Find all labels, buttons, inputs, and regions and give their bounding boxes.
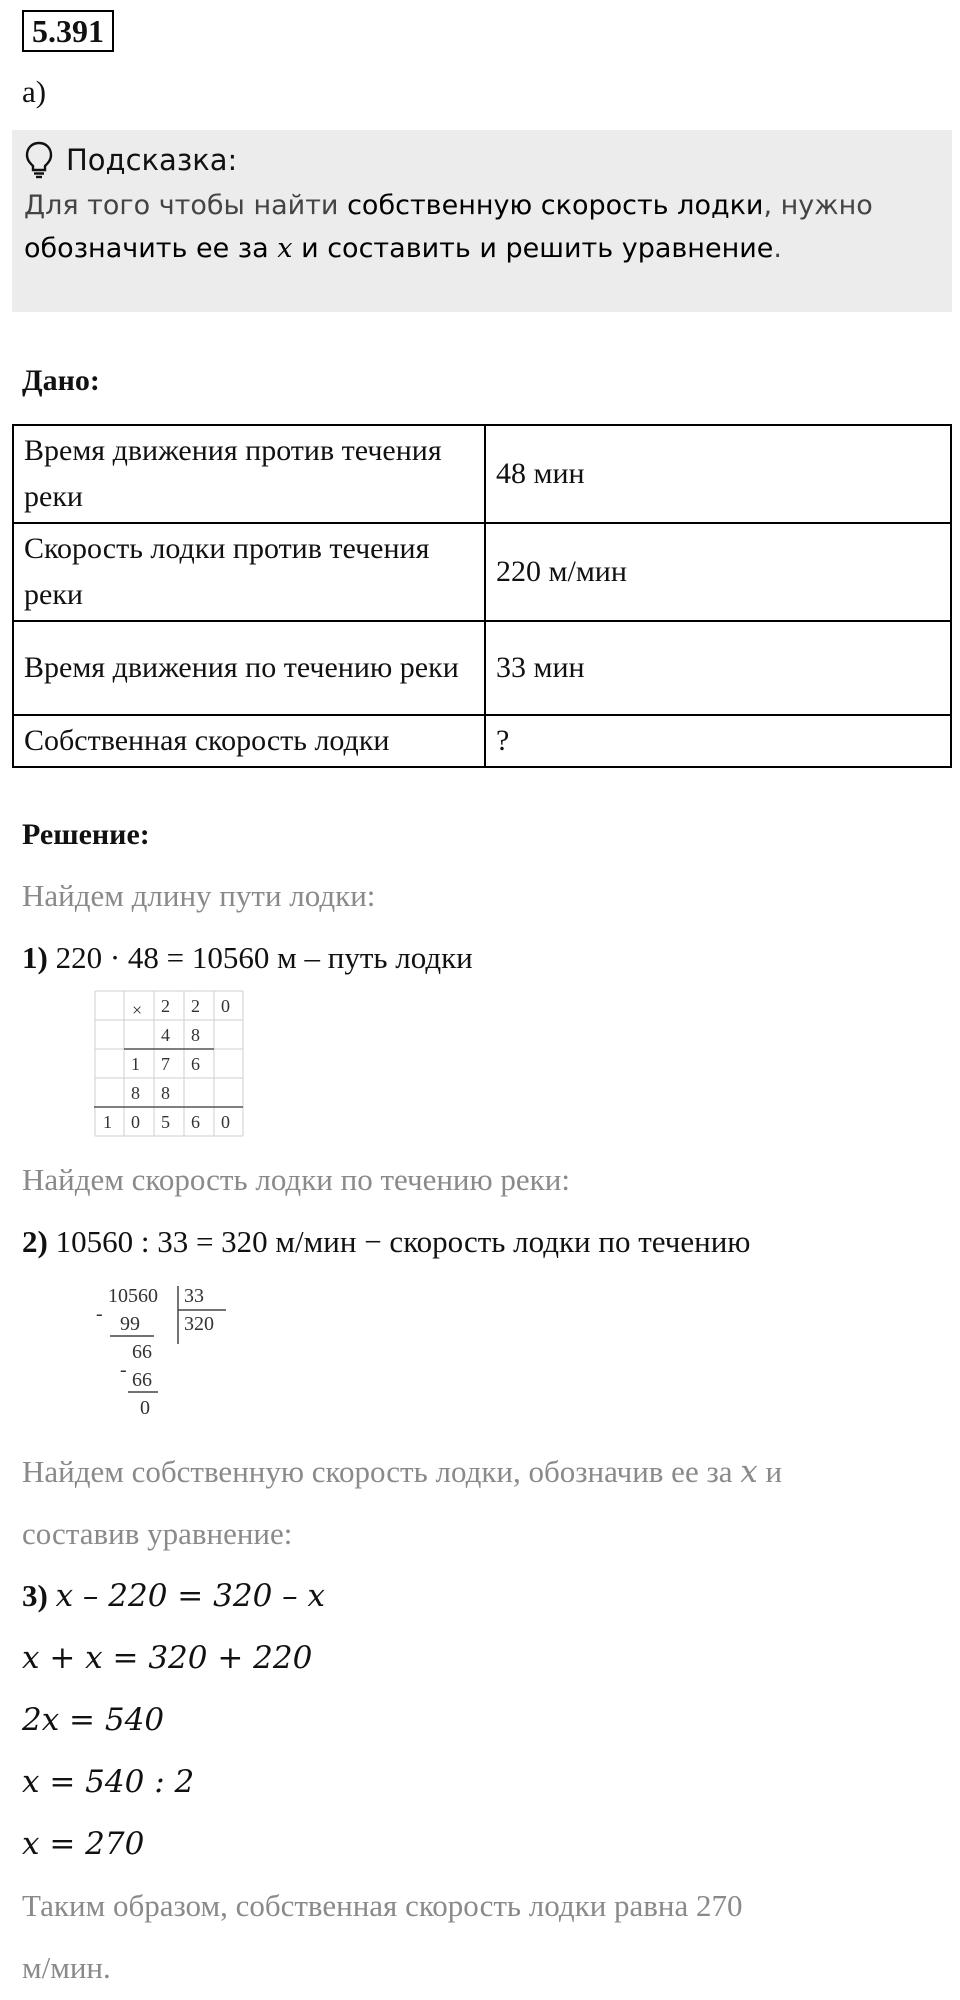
hint-text-2: , нужно <box>763 190 873 221</box>
step1-intro: Найдем длину пути лодки: <box>22 878 376 913</box>
mult-digit: 7 <box>161 1054 170 1074</box>
mult-digit: 0 <box>131 1112 140 1132</box>
division-minus: - <box>96 1303 103 1325</box>
given-title: Дано: <box>22 364 100 397</box>
step2-intro: Найдем скорость лодки по течению реки: <box>22 1162 570 1197</box>
conclusion-line-2: м/мин. <box>22 1950 111 1985</box>
step3-intro-tail: и <box>757 1454 783 1489</box>
problem-number: 5.391 <box>22 10 114 52</box>
equation-5 <box>22 1826 144 1862</box>
mult-digit: 0 <box>221 996 230 1016</box>
step3-variable: x <box>740 1454 758 1490</box>
equation-text: 2x = 540 <box>22 1702 165 1738</box>
mult-digit: 8 <box>161 1083 170 1103</box>
multiplication-grid <box>94 990 244 1143</box>
table-row <box>13 621 951 715</box>
table-row <box>13 523 951 621</box>
solution-title: Решение: <box>22 818 150 851</box>
division-subtrahend-1: 99 <box>120 1313 140 1335</box>
given-table <box>12 424 952 768</box>
division-dividend: 10560 <box>108 1285 158 1307</box>
hint-highlight-2b: и составить и решить уравнение <box>292 233 774 264</box>
table-cell-label: Собственная скорость лодки <box>13 715 485 767</box>
division-remainder-1: 66 <box>132 1341 152 1363</box>
hint-text-1: Для того чтобы найти <box>24 190 348 221</box>
part-label: а) <box>22 74 47 109</box>
step1-expression: 220 · 48 = 10560 м – путь лодки <box>47 940 473 975</box>
hint-box <box>12 130 952 312</box>
hint-variable: x <box>277 233 293 264</box>
division-layout <box>96 1282 236 1437</box>
mult-digit: 1 <box>103 1112 112 1132</box>
step2-expression: 10560 : 33 = 320 м/мин − скорость лодки по течению <box>47 1224 751 1259</box>
table-cell-value: 33 мин <box>485 621 951 715</box>
step1-number: 1) <box>22 940 48 975</box>
hint-highlight-1: собственную скорость лодки <box>347 190 764 221</box>
mult-digit: 8 <box>191 1025 200 1045</box>
table-cell-value: 220 м/мин <box>485 523 951 621</box>
table-row <box>13 425 951 523</box>
mult-digit: 0 <box>221 1112 230 1132</box>
mult-digit: 2 <box>161 996 170 1016</box>
hint-highlight-2a: обозначить ее за <box>24 233 278 264</box>
mult-digit: 8 <box>131 1083 140 1103</box>
equation-text: x – 220 = 320 – x <box>55 1578 325 1614</box>
mult-digit: 5 <box>161 1112 170 1132</box>
lightbulb-icon <box>24 141 54 179</box>
step3-number: 3) <box>22 1578 48 1613</box>
step3-intro-text: Найдем собственную скорость лодки, обозначив ее за <box>22 1454 741 1489</box>
hint-title <box>24 140 237 180</box>
equation-3 <box>22 1702 164 1738</box>
equation-1 <box>22 1578 325 1614</box>
mult-digit: 2 <box>191 996 200 1016</box>
step2-number: 2) <box>22 1224 48 1259</box>
equation-2 <box>22 1640 312 1676</box>
step3-intro-continued: составив уравнение: <box>22 1516 293 1551</box>
mult-digit: 6 <box>191 1112 200 1132</box>
table-cell-label: Время движения против течения реки <box>13 425 485 523</box>
table-cell-value: ? <box>485 715 951 767</box>
conclusion-line-1: Таким образом, собственная скорость лодки равна 270 <box>22 1888 743 1923</box>
equation-4 <box>22 1764 194 1800</box>
step3-intro <box>22 1454 782 1490</box>
table-cell-value: 48 мин <box>485 425 951 523</box>
hint-text <box>24 184 934 270</box>
equation-text: x + x = 320 + 220 <box>22 1640 313 1676</box>
hint-title-text: Подсказка: <box>66 143 238 177</box>
division-quotient: 320 <box>184 1313 214 1335</box>
division-subtrahend-2: 66 <box>132 1369 152 1391</box>
mult-digit: 4 <box>161 1025 170 1045</box>
division-divisor: 33 <box>184 1285 204 1307</box>
division-minus-2: - <box>120 1359 127 1381</box>
mult-digit: 6 <box>191 1054 200 1074</box>
table-cell-label: Время движения по течению реки <box>13 621 485 715</box>
step1-line <box>22 940 473 976</box>
table-row <box>13 715 951 767</box>
table-cell-label: Скорость лодки против течения реки <box>13 523 485 621</box>
hint-text-3: . <box>773 233 782 264</box>
division-remainder-2: 0 <box>140 1397 150 1419</box>
step2-line <box>22 1224 750 1260</box>
mult-sign: × <box>132 1000 143 1020</box>
mult-digit: 1 <box>131 1054 140 1074</box>
equation-text: x = 540 : 2 <box>22 1764 195 1800</box>
equation-text: x = 270 <box>22 1826 145 1862</box>
